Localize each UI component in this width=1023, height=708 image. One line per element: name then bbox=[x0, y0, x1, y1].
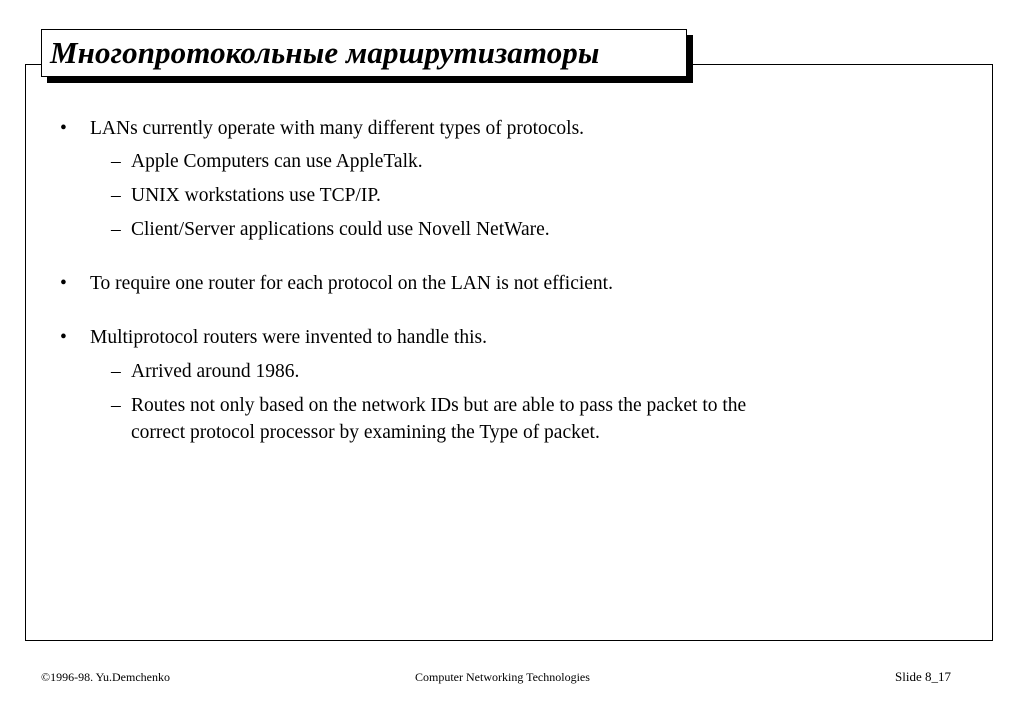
subitem-3-2: Routes not only based on the network IDs but are able to pass the packet to the bbox=[131, 395, 747, 416]
dash-icon: – bbox=[111, 185, 121, 206]
dash-icon: – bbox=[111, 219, 121, 240]
subitem-1-1: Apple Computers can use AppleTalk. bbox=[131, 151, 423, 172]
bullet-icon: • bbox=[60, 273, 67, 294]
dash-icon: – bbox=[111, 151, 121, 172]
footer-course-title: Computer Networking Technologies bbox=[415, 670, 590, 684]
footer-copyright: ©1996-98. Yu.Demchenko bbox=[41, 670, 170, 684]
bullet-icon: • bbox=[60, 118, 67, 139]
slide-title: Многопротокольные маршрутизаторы bbox=[50, 35, 600, 70]
bullet-text-2: To require one router for each protocol on the LAN is not efficient. bbox=[90, 273, 613, 294]
subitem-3-1: Arrived around 1986. bbox=[131, 361, 300, 382]
subitem-1-3: Client/Server applications could use Novell NetWare. bbox=[131, 219, 550, 240]
bullet-text-3: Multiprotocol routers were invented to handle this. bbox=[90, 327, 487, 348]
subitem-1-2: UNIX workstations use TCP/IP. bbox=[131, 185, 381, 206]
footer-slide-number: Slide 8_17 bbox=[895, 669, 951, 684]
dash-icon: – bbox=[111, 361, 121, 382]
bullet-text-1: LANs currently operate with many different types of protocols. bbox=[90, 118, 585, 139]
dash-icon: – bbox=[111, 395, 121, 416]
subitem-3-2-continued: correct protocol processor by examining the Type of packet. bbox=[131, 422, 600, 443]
bullet-icon: • bbox=[60, 327, 67, 348]
